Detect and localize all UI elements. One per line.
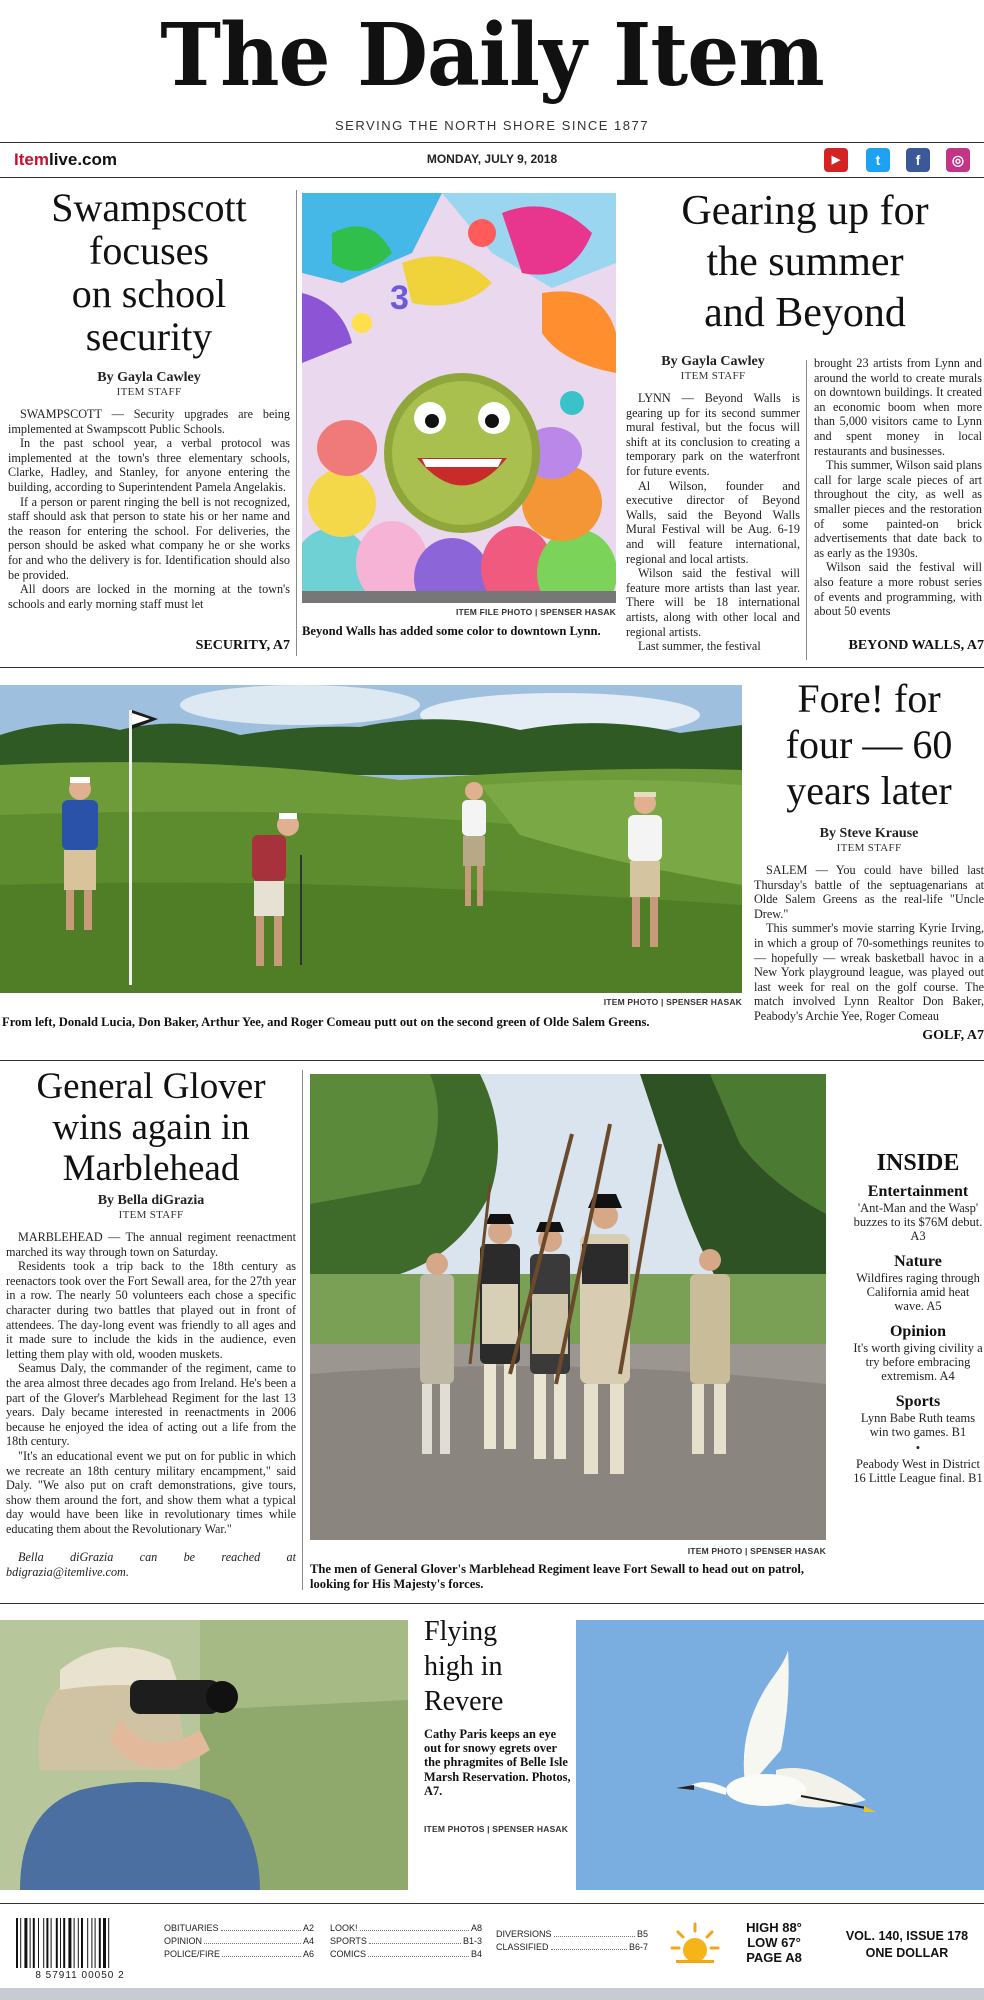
jump-link[interactable]: SECURITY, A7 (195, 638, 290, 653)
weather-low: LOW 67° (747, 1935, 801, 1950)
issue-info (834, 1928, 980, 1962)
volume-issue: VOL. 140, ISSUE 178 (845, 1929, 969, 1943)
inside-section-text: Wildfires raging through California amid heat wave. A5 (856, 1271, 980, 1313)
inside-section-heading[interactable]: Sports (895, 1393, 941, 1410)
weather-high: HIGH 88° (746, 1920, 802, 1935)
index-item[interactable]: CLASSIFIED B6-7 (496, 1942, 648, 1952)
headline: General Glover wins again in Marblehead (36, 1066, 266, 1189)
index-item[interactable]: POLICE/FIRE A6 (164, 1949, 314, 1959)
inside-box (852, 1150, 984, 1485)
weather-page: PAGE A8 (746, 1950, 802, 1965)
inside-section-heading[interactable]: Entertainment (867, 1183, 969, 1200)
photo-cutline: Beyond Walls has added some color to downtown Lynn. (302, 624, 601, 638)
story-flying-high (424, 1614, 572, 1834)
story-school-security (8, 186, 290, 660)
footer (0, 1904, 984, 2000)
index-column (496, 1928, 648, 1954)
inside-section-text: It's worth giving civility a try before embracing extremism. A4 (853, 1341, 983, 1383)
inside-section-text: Lynn Babe Ruth teams win two games. B1 (860, 1411, 976, 1439)
story-golf (754, 676, 984, 1052)
sun-icon (670, 1922, 720, 1972)
byline: By Bella diGrazia (97, 1193, 205, 1208)
index-item[interactable]: LOOK! A8 (330, 1923, 482, 1933)
headline: Gearing up for the summer and Beyond (681, 188, 929, 336)
egret-photo (576, 1620, 984, 1890)
index-column (164, 1922, 314, 1961)
story-body: SALEM — You could have billed last Thursday's battle of the septuagenarians at Olde Salem Greens as the real-life "Uncle Drew." This summer's movie starring Kyrie Irving, in which a group of 70-somethings reunites to — hopefully — wreak basketball havoc in a New York playground league, was played out last week for real on the golf course. The match involved Lynn Realtor Don Baker, Peabody's Archie Yee, Roger Comeau (754, 863, 984, 1023)
story-glover (6, 1066, 296, 1596)
inside-section-heading[interactable]: Nature (894, 1253, 942, 1270)
headline: Flying high in Revere (424, 1616, 504, 1717)
newspaper-title: The Daily Item (160, 5, 824, 106)
svg-text:3: 3 (390, 279, 409, 317)
story-body: MARBLEHEAD — The annual regiment reenactment marched its way through town on Saturday. Residents took a trip back to the 18th century as reenactors took over the Fort Sewall area, for the 27th year in a row. The nearly 50 volunteers each chose a specific character during two battles that played out in front of attendees. The day-long event was friendly to all ages and it made sure to include the kids in the audience, even letting them play with old, wooden muskets. Seamus Daly, the commander of the regiment, came to the area almost three decades ago from Ireland. He's been a part of the Glover's Marblehead Regiment for the last 13 years. Daly became interested in reenactments in 2006 because he enjoyed the idea of acting out a life from the 18th century. "It's an educational event we put on for public in which we recreate an 18th century military encampment," said Daly. "We also put on craft demonstrations, give tours, show them around the fort, and show them what a typical day would have been like in revolutionary times while educating them about the Revolutionary War." (6, 1230, 296, 1536)
staff-label: ITEM STAFF (116, 386, 182, 398)
facebook-icon[interactable]: f (906, 148, 930, 172)
staff-label: ITEM STAFF (118, 1209, 184, 1221)
headline: Fore! for four — 60 years later (785, 676, 953, 813)
contact-tagline: Bella diGrazia can be reached at bdigrazia@itemlive.com. (6, 1550, 296, 1580)
photo-cutline: From left, Donald Lucia, Don Baker, Arthur Yee, and Roger Comeau putt out on the second green of Olde Salem Greens. (2, 1015, 650, 1029)
inside-title: INSIDE (876, 1150, 960, 1176)
birdwatcher-photo (0, 1620, 408, 1890)
photo-credit: ITEM PHOTOS | SPENSER HASAK (424, 1824, 569, 1835)
dateline-bar (0, 143, 984, 177)
masthead-tagline: SERVING THE NORTH SHORE SINCE 1877 (335, 118, 649, 133)
index-item[interactable]: OPINION A4 (164, 1936, 314, 1946)
story-body-col2: brought 23 artists from Lynn and around the world to create murals on downtown buildings. It created an economic boom when more than 5,000 visitors came to Lynn and spent money in local restaurants and businesses. This summer, Wilson said plans call for large scale pieces of art throughout the city, as well as smaller pieces and the restoration of some painted-on brick advertisements that date back to as early as the 1930s. Wilson said the festival will also feature a more robust series of events and programming, with about 50 events (814, 356, 982, 619)
photo-cutline: The men of General Glover's Marblehead Regiment leave Fort Sewall to head out on patrol, looking for His Majesty's forces. (310, 1562, 805, 1591)
youtube-icon[interactable]: ▶ (824, 148, 848, 172)
byline: By Gayla Cawley (97, 370, 201, 385)
photo-credit: ITEM FILE PHOTO | SPENSER HASAK (455, 607, 616, 617)
masthead (0, 0, 984, 140)
headline: Swampscott focuses on school security (51, 185, 247, 359)
bullet-separator: • (915, 1441, 921, 1455)
photo-credit: ITEM PHOTO | SPENSER HASAK (687, 1546, 826, 1556)
story-beyond-walls (626, 186, 984, 660)
barcode-number: 8 57911 00050 2 (35, 1970, 125, 1981)
price: ONE DOLLAR (865, 1946, 949, 1960)
page-bottom-band (0, 1988, 984, 2000)
index-item[interactable]: COMICS B4 (330, 1949, 482, 1959)
byline: By Gayla Cawley (661, 354, 765, 369)
weather-box (734, 1920, 814, 1965)
inside-section-text: Peabody West in District 16 Little League final. B1 (853, 1457, 983, 1485)
staff-label: ITEM STAFF (836, 842, 902, 854)
photo-credit: ITEM PHOTO | SPENSER HASAK (603, 997, 742, 1007)
regiment-photo (310, 1074, 826, 1540)
index-item[interactable]: DIVERSIONS B5 (496, 1929, 648, 1939)
golf-photo (0, 685, 742, 993)
jump-link[interactable]: GOLF, A7 (922, 1028, 984, 1043)
index-column (330, 1922, 482, 1961)
site-link[interactable]: Itemlive.com (14, 150, 118, 169)
inside-section-text: 'Ant-Man and the Wasp' buzzes to its $76M debut. A3 (853, 1201, 983, 1243)
mural-photo (302, 193, 616, 603)
story-body: SWAMPSCOTT — Security upgrades are being implemented at Swampscott Public Schools. In the past school year, a verbal protocol was implemented at the town's three elementary schools, Clarke, Hadley, and Stanley, for anyone entering the building, according to Superintendent Pamela Angelakis. If a person or parent ringing the bell is not recognized, staff should ask that person to state his or her name and the reason for entering the school. For deliveries, the person should be asked what company he or she works for and who the delivery is for. Identification should also be provided. All doors are locked in the morning at the town's schools and early morning staff must let (8, 407, 290, 611)
twitter-icon[interactable]: t (866, 148, 890, 172)
byline: By Steve Krause (819, 826, 919, 841)
inside-section-heading[interactable]: Opinion (889, 1323, 947, 1340)
index-item[interactable]: OBITUARIES A2 (164, 1923, 314, 1933)
story-body-col1: LYNN — Beyond Walls is gearing up for its second summer mural festival, but the focus will shift at its conclusion to creating a temporary park on the waterfront for future events. Al Wilson, founder and executive director of Beyond Walls, said the Beyond Walls Mural Festival will be Aug. 6-19 and will feature international, regional and local artists. Wilson said the festival will feature more artists than last year. There will be 18 international artists, along with other local and regional artists. Last summer, the festival (626, 391, 800, 654)
staff-label: ITEM STAFF (680, 370, 746, 382)
index-item[interactable]: SPORTS B1-3 (330, 1936, 482, 1946)
issue-date: MONDAY, JULY 9, 2018 (426, 152, 558, 166)
instagram-icon[interactable]: ◎ (946, 148, 970, 172)
jump-link[interactable]: BEYOND WALLS, A7 (848, 638, 984, 653)
story-summary: Cathy Paris keeps an eye out for snowy egrets over the phragmites of Belle Isle Marsh Reservation. Photos, A7. (424, 1727, 571, 1798)
